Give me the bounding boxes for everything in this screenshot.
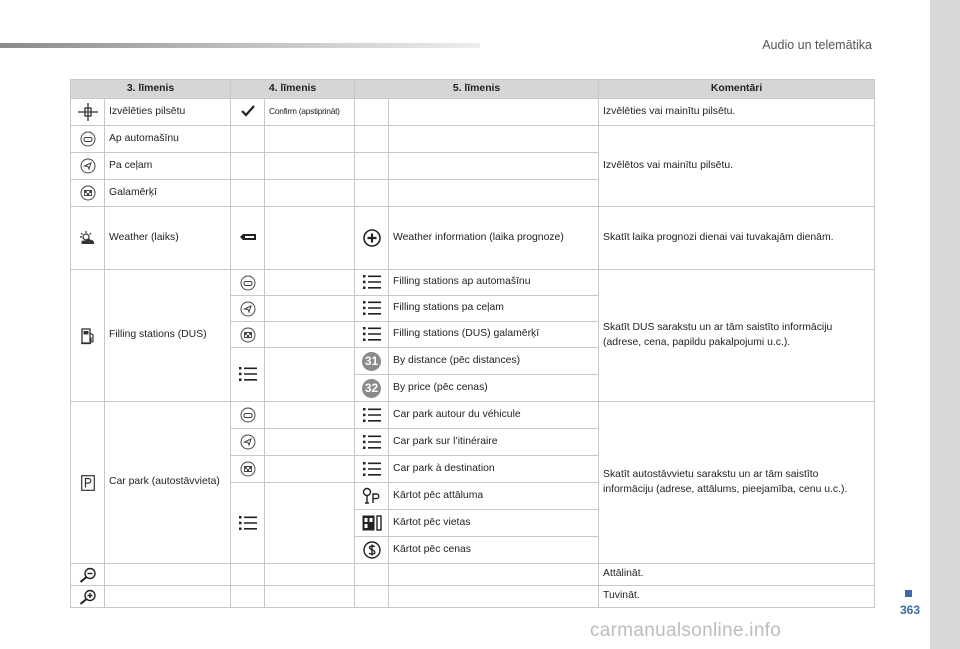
city-select-icon <box>77 102 99 122</box>
reference-badge: 31 <box>362 352 381 371</box>
row-label: Ap automašīnu <box>105 126 231 153</box>
item-label: By price (pēc cenas) <box>389 375 599 402</box>
parking-spaces-icon <box>362 515 382 531</box>
header-level5: 5. līmenis <box>355 80 599 99</box>
destination-flag-icon <box>80 185 96 201</box>
table-row <box>71 586 875 608</box>
route-arrow-icon <box>240 434 256 450</box>
row-label: Weather (laiks) <box>105 207 231 270</box>
right-edge-strip <box>930 0 960 649</box>
item-label: Filling stations (DUS) galamērķī <box>389 322 599 348</box>
header-comments: Komentāri <box>599 80 875 99</box>
row-comment: Skatīt autostāvvietu sarakstu un ar tām saistīto informāciju (adrese, attālums, pieejamība, cenu u.c.). <box>599 402 875 564</box>
table-row <box>71 270 875 296</box>
item-label: Car park autour du véhicule <box>389 402 599 429</box>
route-arrow-icon <box>80 158 96 174</box>
page-corner-mark <box>905 590 912 597</box>
section-title: Audio un telemātika <box>762 38 872 52</box>
list-icon <box>239 516 257 530</box>
top-decorative-bar <box>0 43 480 48</box>
row-comment: Skatīt DUS sarakstu un ar tām saistīto informāciju (adrese, cena, papildu pakalpojumi u.c.). <box>599 270 875 402</box>
item-label: By distance (pēc distances) <box>389 348 599 375</box>
destination-flag-icon <box>240 327 256 343</box>
confirm-label: Confirm (apstiprināt) <box>265 99 355 126</box>
watermark: carmanualsonline.info <box>590 620 782 641</box>
row-comment: Attālināt. <box>599 564 875 586</box>
list-icon <box>363 435 381 449</box>
row-label: Filling stations (DUS) <box>105 270 231 402</box>
weather-icon <box>78 230 98 246</box>
item-label: Kārtot pēc cenas <box>389 537 599 564</box>
row-comment: Skatīt laika prognozi dienai vai tuvakajām dienām. <box>599 207 875 270</box>
item-label: Filling stations pa ceļam <box>389 296 599 322</box>
parking-icon <box>81 475 95 491</box>
weather-detail-icon <box>239 232 257 242</box>
item-label: Kārtot pēc attāluma <box>389 483 599 510</box>
around-car-icon <box>80 131 96 147</box>
row-label: Car park (autostāvvieta) <box>105 402 231 564</box>
list-icon <box>363 327 381 341</box>
table-row <box>71 99 875 126</box>
item-label: Kārtot pēc vietas <box>389 510 599 537</box>
list-icon <box>239 367 257 381</box>
table-row <box>71 126 875 153</box>
list-icon <box>363 275 381 289</box>
row-label: Galamērķī <box>105 180 231 207</box>
around-car-icon <box>240 407 256 423</box>
item-label: Car park à destination <box>389 456 599 483</box>
destination-flag-icon <box>240 461 256 477</box>
table-row <box>71 564 875 586</box>
header-level3: 3. līmenis <box>71 80 231 99</box>
row-label: Izvēlēties pilsētu <box>105 99 231 126</box>
distance-parking-icon <box>362 487 382 505</box>
reference-badge: 32 <box>362 379 381 398</box>
price-dollar-icon <box>363 541 381 559</box>
menu-table <box>70 79 875 608</box>
route-arrow-icon <box>240 301 256 317</box>
table-header-row <box>71 80 875 99</box>
around-car-icon <box>240 275 256 291</box>
row-comment: Tuvināt. <box>599 586 875 608</box>
fuel-pump-icon <box>80 327 96 345</box>
add-circle-icon <box>363 229 381 247</box>
table-row <box>71 402 875 429</box>
row-comment: Izvēlēties vai mainītu pilsētu. <box>599 99 875 126</box>
zoom-out-icon <box>79 567 97 583</box>
row-comment: Izvēlētos vai mainītu pilsētu. <box>599 126 875 207</box>
weather-info-label: Weather information (laika prognoze) <box>389 207 599 270</box>
item-label: Car park sur l’itinéraire <box>389 429 599 456</box>
checkmark-icon <box>241 105 255 117</box>
table-row <box>71 207 875 270</box>
list-icon <box>363 462 381 476</box>
page-number: 363 <box>900 603 921 617</box>
list-icon <box>363 408 381 422</box>
row-label: Pa ceļam <box>105 153 231 180</box>
header-level4: 4. līmenis <box>231 80 355 99</box>
list-icon <box>363 301 381 315</box>
zoom-in-icon <box>79 589 97 605</box>
item-label: Filling stations ap automašīnu <box>389 270 599 296</box>
